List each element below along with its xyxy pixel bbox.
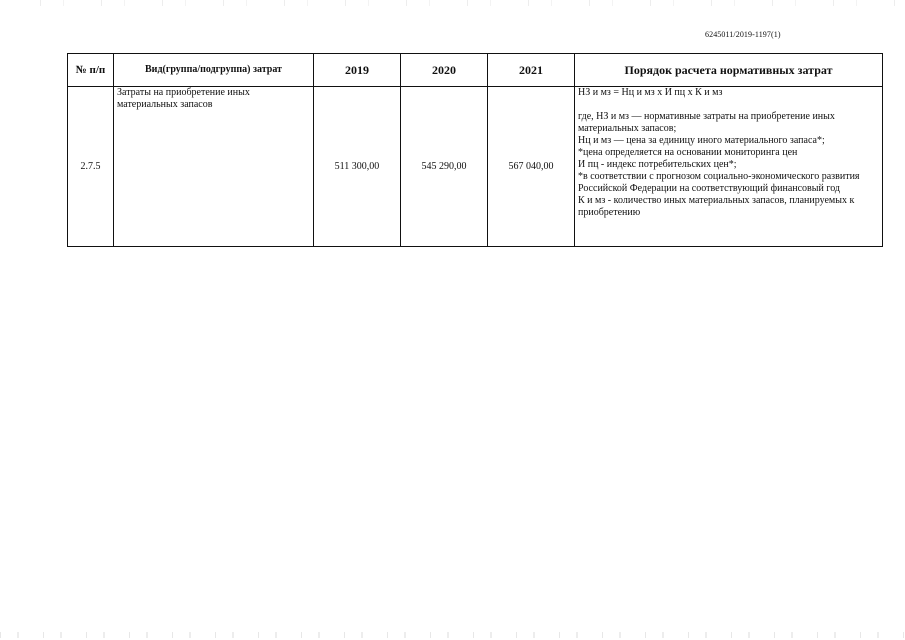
header-2019: 2019	[314, 54, 401, 87]
method-line: И пц - индекс потребительских цен*;	[578, 159, 737, 170]
row-cost-type: Затраты на приобретение иных материальных запасов	[114, 87, 314, 247]
row-value-2020: 545 290,00	[401, 87, 488, 247]
table-header-row	[68, 54, 883, 87]
method-formula: НЗ и мз = Нц и мз х И пц х К и мз	[578, 87, 723, 98]
scan-noise-bottom	[0, 632, 905, 638]
header-calculation-method: Порядок расчета нормативных затрат	[575, 54, 883, 87]
header-2020: 2020	[401, 54, 488, 87]
method-line: Нц и мз — цена за единицу иного материального запаса*;	[578, 135, 825, 146]
method-spacer	[578, 99, 879, 111]
row-value-2021: 567 040,00	[488, 87, 575, 247]
cost-table	[67, 53, 883, 247]
row-number: 2.7.5	[68, 87, 114, 247]
method-line: К и мз - количество иных материальных запасов, планируемых к приобретению	[578, 195, 855, 218]
document-id: 6245011/2019-1197(1)	[705, 30, 781, 39]
method-line: *цена определяется на основании мониторинга цен	[578, 147, 798, 158]
header-num: № п/п	[68, 54, 114, 87]
row-value-2019: 511 300,00	[314, 87, 401, 247]
header-cost-type: Вид(группа/подгруппа) затрат	[114, 54, 314, 87]
method-line: где, НЗ и мз — нормативные затраты на приобретение иных материальных запасов;	[578, 111, 835, 134]
table-row	[68, 87, 883, 247]
header-2021: 2021	[488, 54, 575, 87]
method-line: *в соответствии с прогнозом социально-экономического развития Российской Федерации на соответствующий финансовый год	[578, 171, 860, 194]
scan-noise-top	[40, 0, 900, 6]
row-calculation-method	[575, 87, 883, 247]
